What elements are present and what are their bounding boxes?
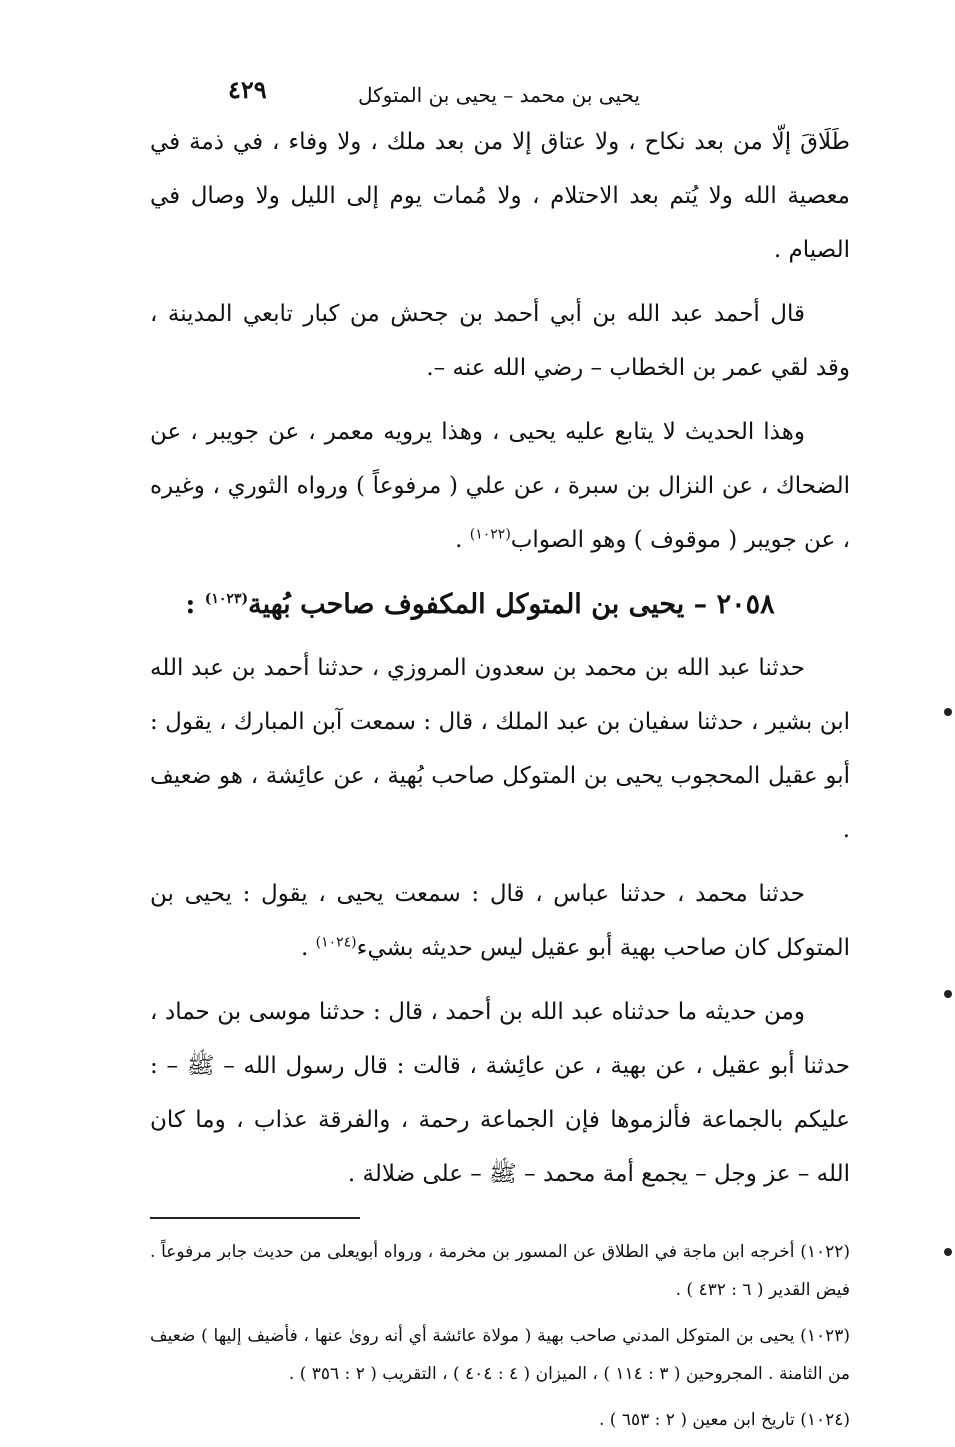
running-head [150,75,850,115]
entry-dash: – [684,589,717,620]
entry-tail: : [185,589,205,620]
footnote-ref-1024[interactable]: (١٠٢٤) [315,934,357,951]
paragraph-hadith-note [150,405,850,567]
footnotes [150,1233,850,1439]
margin-dot [944,708,952,716]
margin-dot [944,990,952,998]
paragraph-continuation: طَلَاقَ إلّا من بعد نكاح ، ولا عتاق إلا من بعد ملك ، ولا وفاء ، في ذمة في معصية الله ولا يُتم بعد الاحتلام ، ولا مُمات يوم إلى الليل ولا وصال في الصيام . [150,129,850,263]
paragraph-isnad-2 [150,867,850,975]
footnote-1022: (١٠٢٢) أخرجه ابن ماجة في الطلاق عن المسور بن مخرمة ، ورواه أبويعلى من حديث جابر مرفوعاً . فيض القدير ( ٦ : ٤٣٢ ) . [150,1242,851,1300]
paragraph-isnad-1: حدثنا عبد الله بن محمد بن سعدون المروزي ، حدثنا أحمد بن عبد الله ابن بشير ، حدثنا سفيان بن عبد الملك ، قال : سمعت آبن المبارك ، يقول : أبو عقيل المحجوب يحيى بن المتوكل صاحب بُهية ، عن عائِشة ، هو ضعيف . [150,655,850,843]
footnote-1023: (١٠٢٣) يحيى بن المتوكل المدني صاحب بهية ( مولاة عائشة أي أنه روىٰ عنها ، فأضيف إليها ) ضعيف من الثامنة . المجروحين ( ٣ : ١١٤ ) ، الميزان ( ٤ : ٤٠٤ ) ، التقريب ( ٢ : ٣٥٦ ) . [150,1326,850,1384]
entry-number: ٢٠٥٨ [716,589,775,620]
entry-name: يحيى بن المتوكل المكفوف صاحب بُهية [248,589,685,620]
entry-heading [150,577,850,633]
footnote-1024: (١٠٢٤) تاريخ ابن معين ( ٢ : ٦٥٣ ) . [599,1410,850,1430]
paragraph-isnad-2-text: حدثنا محمد ، حدثنا عباس ، قال : سمعت يحيى ، يقول : يحيى بن المتوكل كان صاحب بهية أبو عقيل ليس حديثه بشيء [150,881,850,961]
running-head-title: يحيى بن محمد – يحيى بن المتوكل [357,83,640,107]
paragraph-ahmad-note: قال أحمد عبد الله بن أبي أحمد بن جحش من كبار تابعي المدينة ، وقد لقي عمر بن الخطاب – رضي الله عنه –. [150,301,850,381]
margin-dot [944,1248,952,1256]
page-number: ٤٢٩ [228,75,267,104]
paragraph-hadith-jamaa: ومن حديثه ما حدثناه عبد الله بن أحمد ، قال : حدثنا موسى بن حماد ، حدثنا أبو عقيل ، عن بهية ، عن عائِشة ، قالت : قال رسول الله – ﷺ – : عليكم بالجماعة فألزموها فإن الجماعة رحمة ، والفرقة عذاب ، وما كان الله – عز وجل – يجمع أمة محمد – ﷺ – على ضلالة . [150,999,850,1187]
paragraph-hadith-note-text: وهذا الحديث لا يتابع عليه يحيى ، وهذا يرويه معمر ، عن جويبر ، عن الضحاك ، عن النزال بن سبرة ، عن علي ( مرفوعاً ) ورواه الثوري ، وغيره ، عن جويبر ( موقوف ) وهو الصواب [150,419,850,553]
footnote-separator [150,1217,360,1219]
footnote-ref-1023[interactable]: (١٠٢٣) [204,591,249,607]
paragraph-hadith-note-tail: . [455,527,470,553]
paragraph-isnad-2-tail: . [300,935,316,961]
footnote-ref-1022[interactable]: (١٠٢٢) [469,526,511,543]
book-page [150,75,850,1447]
